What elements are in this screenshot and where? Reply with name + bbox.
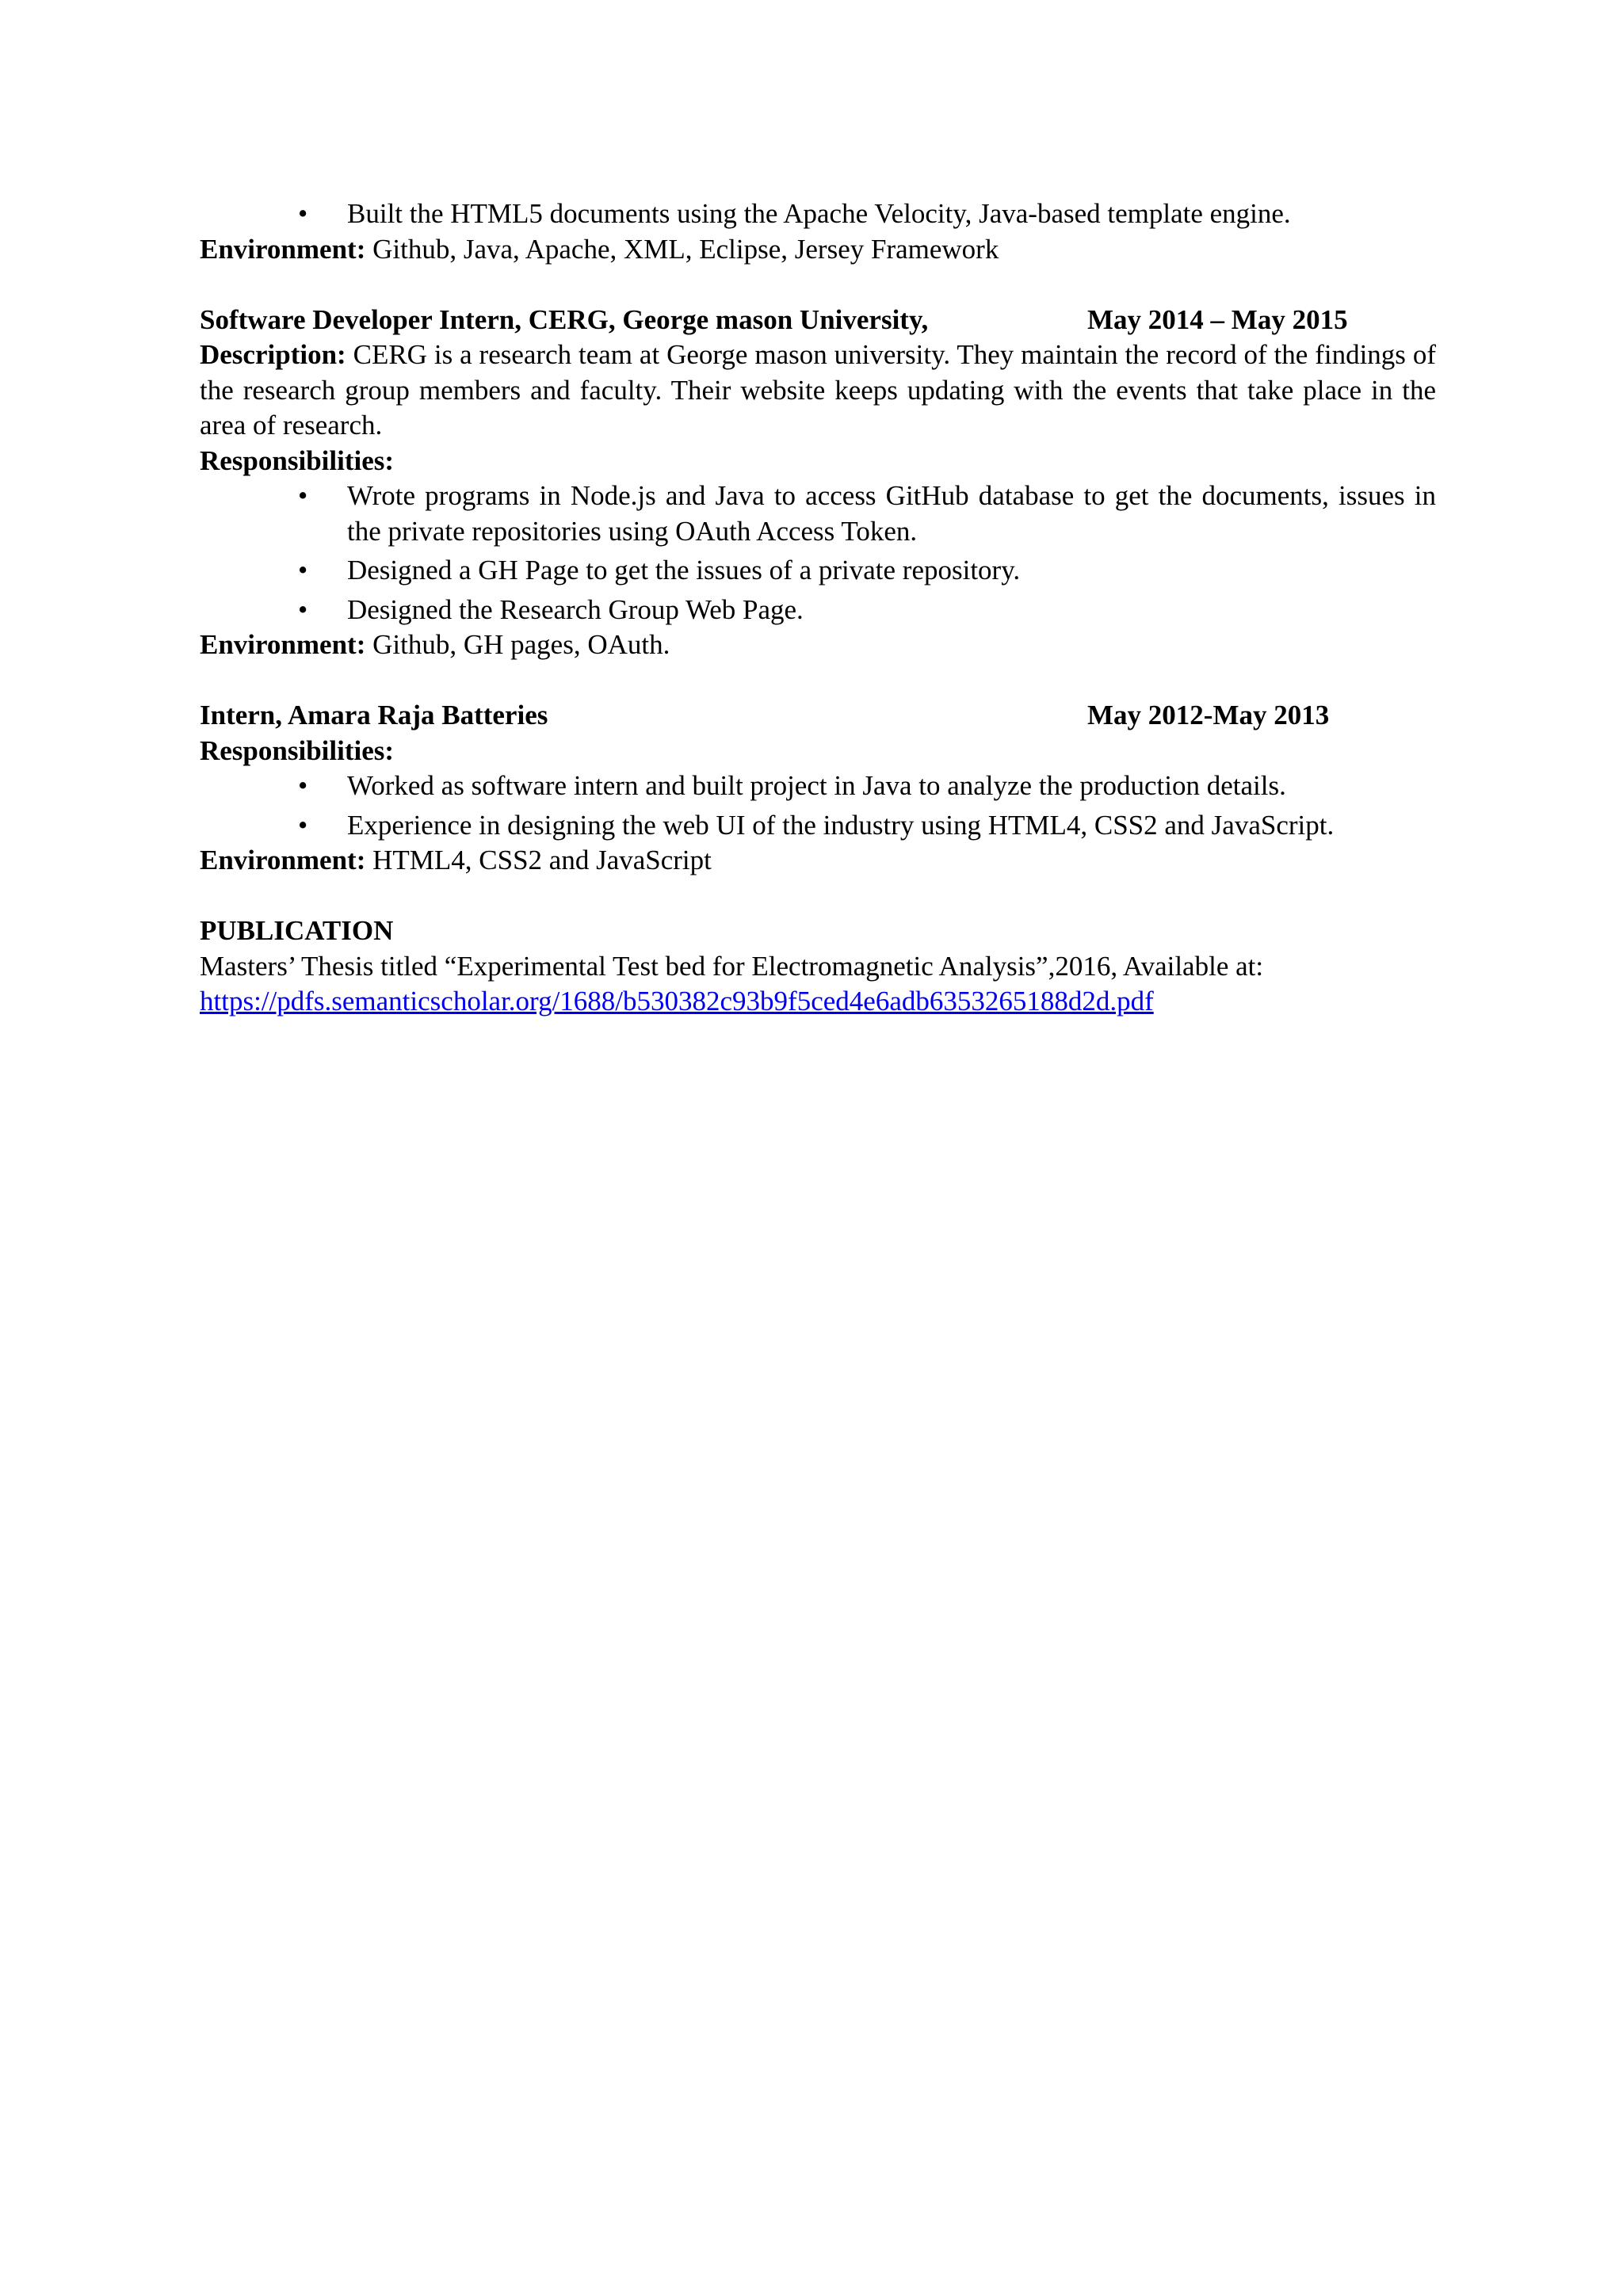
job-title: Software Developer Intern, CERG, George mason University, xyxy=(200,303,929,335)
publication-heading: PUBLICATION xyxy=(200,915,394,946)
list-item xyxy=(200,808,1436,844)
publication-text: Masters’ Thesis titled “Experimental Test bed for Electromagnetic Analysis”,2016, Available at: xyxy=(200,950,1264,982)
description-text: CERG is a research team at George mason university. They maintain the record of the findings of the research group members and faculty. Their website keeps updating with the events that take place in the area of research. xyxy=(200,339,1436,441)
bullet-icon: • xyxy=(298,480,308,511)
responsibilities-label: Responsibilities: xyxy=(200,444,395,476)
job-description xyxy=(200,338,1436,444)
job-bullet-list xyxy=(200,479,1436,627)
bullet-text: Designed the Research Group Web Page. xyxy=(347,593,804,625)
list-item xyxy=(200,593,1436,628)
environment-value: Github, Java, Apache, XML, Eclipse, Jersey Framework xyxy=(365,233,999,265)
job-bullet-list xyxy=(200,769,1436,843)
spacer xyxy=(200,267,1436,303)
publication-link-line xyxy=(200,984,1436,1020)
description-label: Description: xyxy=(200,339,346,370)
bullet-icon: • xyxy=(298,593,308,625)
environment-line xyxy=(200,843,1436,879)
bullet-text: Wrote programs in Node.js and Java to access GitHub database to get the documents, issues in the private repositories using OAuth Access Token. xyxy=(347,480,1436,547)
environment-value: Github, GH pages, OAuth. xyxy=(365,629,670,660)
spacer xyxy=(200,663,1436,699)
job-title: Intern, Amara Raja Batteries xyxy=(200,700,548,730)
bullet-icon: • xyxy=(298,198,308,229)
bullet-text: Designed a GH Page to get the issues of a private repository. xyxy=(347,555,1021,585)
list-item xyxy=(200,196,1436,232)
resume-page xyxy=(200,196,1436,1020)
job-date: May 2014 – May 2015 xyxy=(1087,303,1348,335)
spacer xyxy=(200,879,1436,914)
bullet-text: Worked as software intern and built project in Java to analyze the production details. xyxy=(347,770,1286,801)
bullet-icon: • xyxy=(298,555,308,585)
publication-link[interactable]: https://pdfs.semanticscholar.org/1688/b530382c93b9f5ced4e6adb6353265188d2d.pdf xyxy=(200,986,1154,1016)
environment-value: HTML4, CSS2 and JavaScript xyxy=(365,845,712,875)
job-date: May 2012-May 2013 xyxy=(1087,700,1330,730)
responsibilities-label: Responsibilities: xyxy=(200,734,395,766)
bullet-text: Built the HTML5 documents using the Apache Velocity, Java-based template engine. xyxy=(347,198,1291,229)
bullet-text: Experience in designing the web UI of the industry using HTML4, CSS2 and JavaScript. xyxy=(347,809,1335,841)
environment-label: Environment: xyxy=(200,845,366,875)
list-item xyxy=(200,769,1436,804)
list-item xyxy=(200,479,1436,549)
list-item xyxy=(200,553,1436,589)
job-header xyxy=(200,698,1436,734)
bullet-icon: • xyxy=(298,770,308,801)
environment-label: Environment: xyxy=(200,233,366,265)
job-header xyxy=(200,303,1436,338)
bullet-icon: • xyxy=(298,809,308,841)
environment-label: Environment: xyxy=(200,629,366,660)
environment-line xyxy=(200,232,1436,268)
top-bullet-list xyxy=(200,196,1436,232)
environment-line xyxy=(200,627,1436,663)
